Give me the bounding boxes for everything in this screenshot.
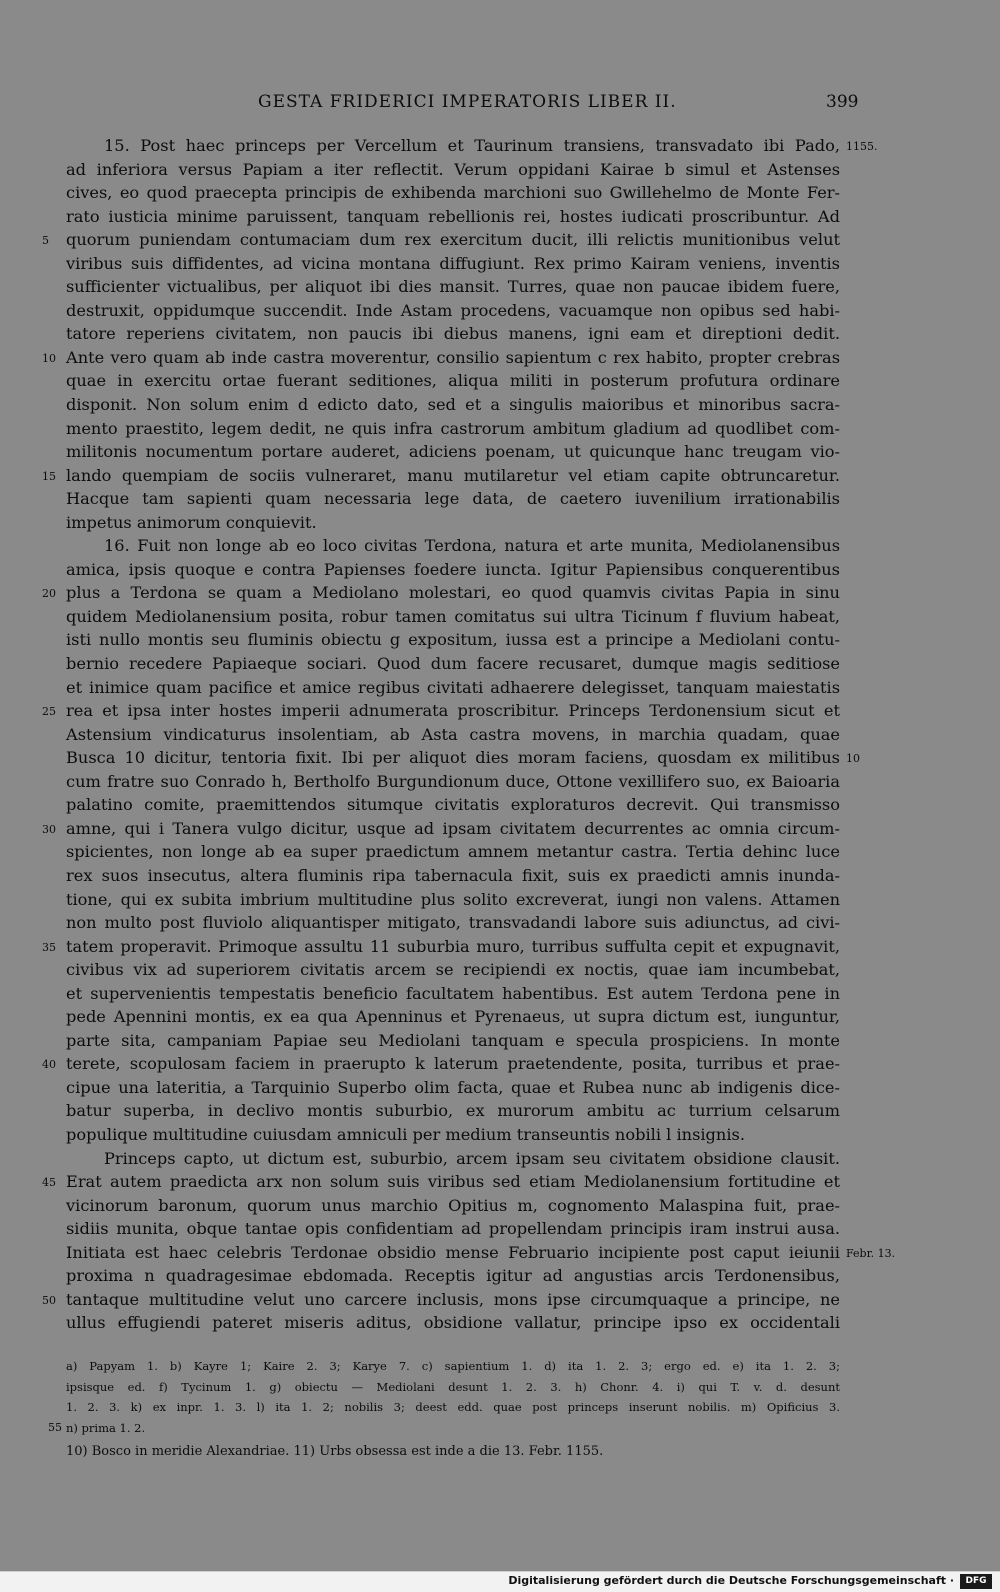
text-line [66, 1241, 896, 1265]
line-text: 15. Post haec princeps per Vercellum et Taurinum transiens, transvadato ibi Pado, [104, 136, 840, 155]
line-text: n) prima 1. 2. [66, 1420, 146, 1435]
line-text: Initiata est haec celebris Terdonae obsidio mense Februario incipiente post caput ieiunii [66, 1242, 840, 1262]
text-line [66, 393, 840, 417]
line-text: quae in exercitu ortae fuerant seditiones, aliqua militi in posterum profutura ordinare [66, 371, 840, 391]
line-text: destruxit, oppidumque succendit. Inde Astam procedens, vacuamque non opibus sed habi- [66, 300, 840, 320]
line-text: sidiis munita, obque tantae opis confidentiam ad propellendam principis iram instrui ausa. [66, 1219, 840, 1239]
text-line [42, 1288, 840, 1312]
margin-date: Febr. 13. [846, 1246, 896, 1260]
line-text: quidem Mediolanensium posita, robur tamen comitatus sui ultra Ticinum f fluvium habeat, [66, 606, 840, 626]
line-text: Busca 10 dicitur, tentoria fixit. Ibi per aliquot dies moram faciens, quosdam ex militibus [66, 748, 840, 768]
line-text: Ante vero quam ab inde castra moverentur, consilio sapientum c rex habito, propter crebras [66, 347, 840, 367]
line-text: isti nullo montis seu fluminis obiectu g expositum, iussa est a principe a Mediolani contu- [66, 630, 840, 650]
line-text: ullus effugiendi pateret miseris aditus, obsidione vallatur, principe ipso ex occidentali [66, 1313, 840, 1333]
banner-text: Digitalisierung gefördert durch die Deutsche Forschungsgemeinschaft · [508, 1574, 954, 1587]
text-line [66, 158, 840, 182]
text-line [66, 134, 878, 158]
line-text: 1. 2. 3. k) ex inpr. 1. 3. l) ita 1. 2; nobilis 3; deest edd. quae post princeps inserunt nobilis. m) Opificius 3. [66, 1400, 840, 1414]
line-text: spicientes, non longe ab ea super praedictum amnem metantur castra. Tertia dehinc luce [66, 842, 840, 862]
text-line [66, 205, 840, 229]
text-line [66, 181, 840, 205]
line-number: 30 [42, 822, 56, 836]
line-text: militonis nocumentum portare auderet, adiciens poenam, ut quicunque hanc treugam vio- [66, 442, 840, 462]
line-text: quorum puniendam contumaciam dum rex exercitum ducit, illi relictis munitionibus velut [66, 230, 840, 250]
line-text: Hacque tam sapienti quam necessaria lege data, de caetero iuvenilium irrationabilis [66, 489, 840, 509]
critical-apparatus [48, 1356, 840, 1438]
text-line [66, 440, 840, 464]
line-text: terete, scopulosam faciem in praerupto k laterum praetendente, posita, turribus et prae- [66, 1054, 840, 1074]
margin-date: 1155. [846, 140, 878, 153]
line-text: et inimice quam pacifice et amice regibus civitati adhaerere delegisset, tanquam maiestatis [66, 677, 840, 697]
line-text: amica, ipsis quoque e contra Papienses foedere iuncta. Igitur Papiensibus conquerentibus [66, 559, 840, 579]
line-text: batur superba, in declivo montis suburbio, ex murorum ambitu ac turrium celsarum [66, 1101, 840, 1121]
line-text: palatino comite, praemittendos situmque civitatis exploraturos decrevit. Qui transmisso [66, 795, 840, 815]
line-text: parte sita, campaniam Papiae seu Mediolani tanquam e specula prospiciens. In monte [66, 1030, 840, 1050]
line-text: viribus suis diffidentes, ad vicina montana diffugiunt. Rex primo Kairam veniens, inventis [66, 253, 840, 273]
page-number: 399 [826, 92, 859, 112]
text-line [42, 817, 840, 841]
apparatus-line [48, 1418, 840, 1439]
line-text: rea et ipsa inter hostes imperii adnumerata proscribitur. Princeps Terdonensium sicut et [66, 701, 840, 721]
text-line [66, 840, 840, 864]
text-line [66, 911, 840, 935]
line-number: 15 [42, 469, 56, 483]
text-line [42, 1052, 840, 1076]
text-line [66, 723, 840, 747]
line-text: civibus vix ad superiorem civitatis arcem se recipiendi ex noctis, quae iam incumbebat, [66, 960, 840, 980]
line-number: 35 [42, 940, 56, 954]
line-text: 16. Fuit non longe ab eo loco civitas Terdona, natura et arte munita, Mediolanensibus [104, 536, 840, 556]
line-text: cipue una lateritia, a Tarquinio Superbo olim facta, quae et Rubea nunc ab indigenis dice- [66, 1077, 840, 1097]
text-line [66, 958, 840, 982]
line-text: tione, qui ex subita imbrium multitudine plus solito excreverat, iungi non valens. Attamen [66, 889, 840, 909]
line-text: Princeps capto, ut dictum est, suburbio, arcem ipsam seu civitatem obsidione clausit. [104, 1148, 840, 1168]
text-line [66, 1076, 840, 1100]
text-line [42, 581, 840, 605]
text-line [42, 464, 840, 488]
text-line [66, 487, 840, 511]
text-line [66, 275, 840, 299]
line-text: pede Apennini montis, ex ea qua Apenninus et Pyrenaeus, ut supra dictum est, iunguntur, [66, 1007, 840, 1027]
line-text: cum fratre suo Conrado h, Bertholfo Burgundionum duce, Ottone vexillifero suo, ex Baioaria [66, 771, 840, 791]
line-text: mento praestito, legem dedit, ne quis infra castrorum ambitum gladium ad quodlibet com- [66, 418, 840, 438]
text-line [66, 746, 860, 770]
text-line [66, 652, 840, 676]
text-line [66, 1264, 840, 1288]
text-line [66, 1005, 840, 1029]
line-text: vicinorum baronum, quorum unus marchio Opitius m, cognomento Malaspina fuit, prae- [66, 1195, 840, 1215]
text-line [66, 628, 840, 652]
text-line [66, 1217, 840, 1241]
line-number: 40 [42, 1058, 56, 1072]
text-line [42, 935, 840, 959]
line-number: 25 [42, 705, 56, 719]
apparatus-line [66, 1377, 840, 1398]
text-line [66, 1029, 840, 1053]
line-text: populique multitudine cuiusdam amniculi per medium transeuntis nobili l insignis. [66, 1124, 745, 1144]
footnotes: 10) Bosco in meridie Alexandriae. 11) Urbs obsessa est inde a die 13. Febr. 1155. [66, 1444, 604, 1459]
line-number: 55 [48, 1420, 62, 1434]
text-line [66, 1147, 840, 1171]
line-text: rato iusticia minime paruissent, tanquam rebellionis rei, hostes iudicati proscribuntur. Ad [66, 206, 840, 226]
line-text: sufficienter victualibus, per aliquot ibi dies mansit. Turres, quae non paucae ibidem fuere, [66, 277, 840, 297]
text-line [66, 1311, 840, 1335]
line-text: lando quempiam de sociis vulneraret, manu mutilaretur vel etiam capite obtruncaretur. [66, 465, 840, 485]
running-title: GESTA FRIDERICI IMPERATORIS LIBER II. [258, 92, 677, 112]
dfg-logo: DFG [960, 1574, 992, 1589]
text-line [66, 793, 840, 817]
line-text: impetus animorum conquievit. [66, 512, 317, 532]
text-line [66, 1099, 840, 1123]
margin-date: 10 [846, 752, 860, 766]
line-text: et supervenientis tempestatis beneficio facultatem habentibus. Est autem Terdona pene in [66, 983, 840, 1003]
text-line [66, 558, 840, 582]
text-line [66, 322, 840, 346]
text-line [66, 417, 840, 441]
line-number: 10 [42, 351, 56, 365]
text-line [66, 676, 840, 700]
line-text: tantaque multitudine velut uno carcere inclusis, mons ipse circumquaque a principe, ne [66, 1289, 840, 1309]
text-line [42, 1170, 840, 1194]
line-text: non multo post fluviolo aliquantisper mitigato, transvadandi labore suis adiunctus, ad civi- [66, 913, 840, 933]
line-text: amne, qui i Tanera vulgo dicitur, usque ad ipsam civitatem decurrentes ac omnia circum- [66, 818, 840, 838]
line-text: cives, eo quod praecepta principis de exhibenda marchioni suo Gwillehelmo de Monte Fer- [66, 183, 840, 203]
line-number: 50 [42, 1293, 56, 1307]
page-header [0, 92, 1000, 120]
line-number: 5 [42, 234, 49, 248]
text-line [66, 299, 840, 323]
text-line [66, 1194, 840, 1218]
line-number: 20 [42, 587, 56, 601]
text-line [66, 1123, 840, 1147]
main-text [42, 134, 896, 1335]
text-line [66, 605, 840, 629]
line-text: proxima n quadragesimae ebdomada. Receptis igitur ad angustias arcis Terdonensibus, [66, 1266, 840, 1286]
line-text: plus a Terdona se quam a Mediolano molestari, eo quod quamvis civitas Papia in sinu [66, 583, 840, 603]
line-text: tatem properavit. Primoque assultu 11 suburbia muro, turribus suffulta cepit et expugnavit, [66, 936, 840, 956]
apparatus-line [66, 1356, 840, 1377]
line-text: disponit. Non solum enim d edicto dato, sed et a singulis maioribus et minoribus sacra- [66, 395, 840, 415]
text-line [66, 534, 840, 558]
text-line [66, 864, 840, 888]
text-line [66, 252, 840, 276]
line-text: ipsisque ed. f) Tycinum 1. g) obiectu — Mediolani desunt 1. 2. 3. h) Chonr. 4. i) qui T. v. d. desunt [66, 1379, 840, 1394]
text-line [42, 699, 840, 723]
digitization-banner [0, 1571, 1000, 1592]
text-line [66, 888, 840, 912]
line-text: rex suos insecutus, altera fluminis ripa tabernacula fixit, suis ex praedicti amnis inunda- [66, 865, 840, 885]
line-text: Astensium vindicaturus insolentiam, ab Asta castra movens, in marchia quadam, quae [66, 724, 840, 744]
text-line [42, 228, 840, 252]
line-text: a) Papyam 1. b) Kayre 1; Kaire 2. 3; Karye 7. c) sapientium 1. d) ita 1. 2. 3; ergo ed. e) ita 1. 2. 3; [66, 1359, 840, 1373]
apparatus-line [66, 1397, 840, 1418]
line-text: tatore reperiens civitatem, non paucis ibi diebus manens, igni eam et direptioni dedit. [66, 324, 840, 344]
line-text: bernio recedere Papiaeque sociari. Quod dum facere recusaret, dumque magis seditiose [66, 654, 840, 674]
line-text: ad inferiora versus Papiam a iter reflectit. Verum oppidani Kairae b simul et Astenses [66, 159, 840, 179]
text-line [66, 982, 840, 1006]
line-number: 45 [42, 1176, 56, 1190]
text-line [66, 770, 840, 794]
text-line [42, 346, 840, 370]
text-line [66, 369, 840, 393]
text-line [66, 511, 840, 535]
line-text: Erat autem praedicta arx non solum suis viribus sed etiam Mediolanensium fortitudine et [66, 1172, 840, 1192]
